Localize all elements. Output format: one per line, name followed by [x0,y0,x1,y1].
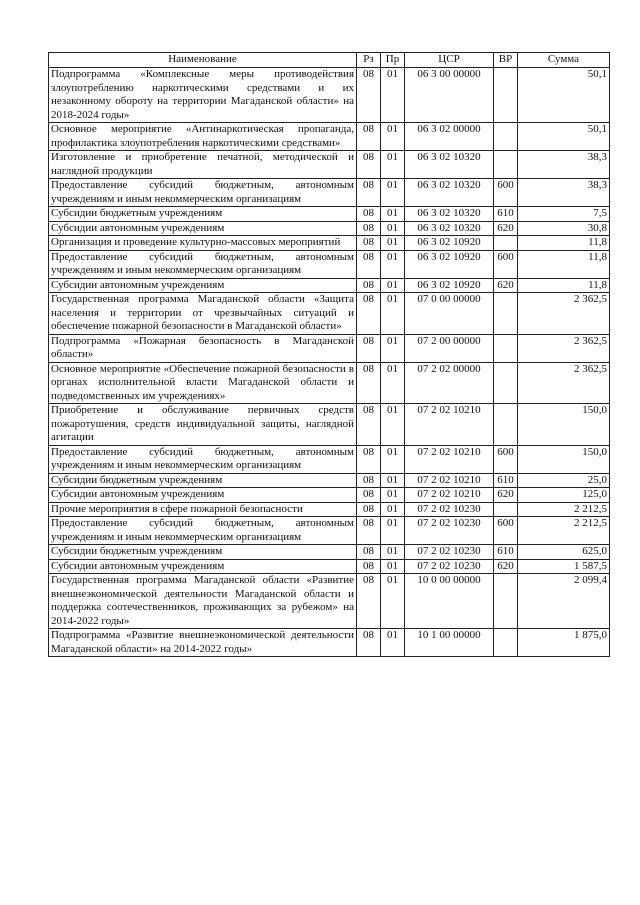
cell-rz: 08 [357,293,381,335]
table-row [49,473,610,488]
cell-sum: 25,0 [518,473,610,488]
cell-vr [494,151,518,179]
cell-csr: 06 3 02 10320 [405,151,494,179]
cell-name: Подпрограмма «Пожарная безопасность в Магаданской области» [49,334,357,362]
cell-name: Изготовление и приобретение печатной, методической и наглядной продукции [49,151,357,179]
cell-csr: 06 3 02 10920 [405,278,494,293]
cell-rz: 08 [357,559,381,574]
cell-pr: 01 [381,545,405,560]
cell-pr: 01 [381,445,405,473]
cell-sum: 2 212,5 [518,517,610,545]
cell-sum: 2 362,5 [518,334,610,362]
table-body [49,68,610,657]
cell-csr: 07 0 00 00000 [405,293,494,335]
cell-pr: 01 [381,221,405,236]
cell-pr: 01 [381,502,405,517]
cell-sum: 11,8 [518,278,610,293]
cell-name: Организация и проведение культурно-массовых мероприятий [49,236,357,251]
table-row [49,278,610,293]
table-row [49,445,610,473]
cell-csr: 07 2 02 10210 [405,445,494,473]
cell-sum: 2 099,4 [518,574,610,629]
cell-rz: 08 [357,473,381,488]
table-row [49,362,610,404]
cell-rz: 08 [357,151,381,179]
table-row [49,545,610,560]
cell-pr: 01 [381,236,405,251]
table-row [49,574,610,629]
cell-rz: 08 [357,207,381,222]
cell-sum: 30,8 [518,221,610,236]
cell-rz: 08 [357,517,381,545]
cell-name: Субсидии автономным учреждениям [49,278,357,293]
cell-csr: 07 2 02 10210 [405,404,494,446]
cell-pr: 01 [381,179,405,207]
cell-vr: 620 [494,559,518,574]
cell-pr: 01 [381,517,405,545]
table-row [49,250,610,278]
cell-name: Приобретение и обслуживание первичных средств пожаротушения, средств индивидуальной защиты, наглядной агитации [49,404,357,446]
cell-rz: 08 [357,68,381,123]
cell-name: Подпрограмма «Развитие внешнеэкономической деятельности Магаданской области» на 2014-2022 годы» [49,629,357,657]
cell-rz: 08 [357,445,381,473]
cell-sum: 150,0 [518,404,610,446]
cell-csr: 07 2 02 10210 [405,488,494,503]
cell-vr [494,502,518,517]
cell-pr: 01 [381,123,405,151]
cell-sum: 38,3 [518,179,610,207]
cell-csr: 06 3 02 00000 [405,123,494,151]
cell-vr: 600 [494,517,518,545]
cell-vr: 610 [494,473,518,488]
cell-pr: 01 [381,68,405,123]
table-header-row [49,53,610,68]
cell-csr: 06 3 00 00000 [405,68,494,123]
cell-vr: 600 [494,445,518,473]
cell-sum: 11,8 [518,250,610,278]
cell-csr: 07 2 02 10230 [405,517,494,545]
cell-vr [494,404,518,446]
cell-vr: 600 [494,250,518,278]
cell-pr: 01 [381,362,405,404]
cell-sum: 50,1 [518,68,610,123]
table-row [49,123,610,151]
cell-sum: 11,8 [518,236,610,251]
cell-pr: 01 [381,473,405,488]
cell-name: Основное мероприятие «Обеспечение пожарной безопасности в органах исполнительной власти Магаданской области и подведомственных им учреждениях» [49,362,357,404]
table-row [49,221,610,236]
table-row [49,517,610,545]
cell-rz: 08 [357,404,381,446]
cell-vr: 620 [494,221,518,236]
table-row [49,404,610,446]
cell-name: Субсидии автономным учреждениям [49,221,357,236]
cell-rz: 08 [357,488,381,503]
table-row [49,502,610,517]
cell-vr: 620 [494,488,518,503]
cell-vr: 600 [494,179,518,207]
cell-vr [494,574,518,629]
cell-pr: 01 [381,250,405,278]
header-csr: ЦСР [405,53,494,68]
cell-name: Предоставление субсидий бюджетным, автономным учреждениям и иным некоммерческим организациям [49,445,357,473]
cell-csr: 07 2 02 00000 [405,362,494,404]
cell-name: Основное мероприятие «Антинаркотическая пропаганда, профилактика злоупотребления наркотическими средствами» [49,123,357,151]
cell-pr: 01 [381,278,405,293]
cell-rz: 08 [357,179,381,207]
cell-sum: 2 362,5 [518,362,610,404]
cell-vr [494,334,518,362]
cell-pr: 01 [381,293,405,335]
cell-rz: 08 [357,123,381,151]
cell-pr: 01 [381,559,405,574]
cell-csr: 07 2 02 10210 [405,473,494,488]
cell-rz: 08 [357,236,381,251]
cell-sum: 1 587,5 [518,559,610,574]
cell-pr: 01 [381,151,405,179]
cell-vr [494,362,518,404]
table-row [49,236,610,251]
table-row [49,179,610,207]
cell-vr: 620 [494,278,518,293]
cell-sum: 50,1 [518,123,610,151]
cell-csr: 07 2 02 10230 [405,502,494,517]
table-row [49,68,610,123]
cell-rz: 08 [357,629,381,657]
cell-pr: 01 [381,404,405,446]
cell-sum: 125,0 [518,488,610,503]
cell-rz: 08 [357,278,381,293]
cell-csr: 07 2 02 10230 [405,545,494,560]
header-sum: Сумма [518,53,610,68]
cell-name: Предоставление субсидий бюджетным, автономным учреждениям и иным некоммерческим организациям [49,250,357,278]
cell-vr: 610 [494,545,518,560]
cell-name: Государственная программа Магаданской области «Развитие внешнеэкономической деятельности Магаданской области и поддержка соотечественников, проживающих за рубежом» на 2014-2022 годы» [49,574,357,629]
cell-sum: 38,3 [518,151,610,179]
cell-sum: 150,0 [518,445,610,473]
cell-name: Подпрограмма «Комплексные меры противодействия злоупотреблению наркотическими средствами и их незаконному обороту на территории Магаданской области» на 2018-2024 годы» [49,68,357,123]
cell-pr: 01 [381,488,405,503]
table-row [49,293,610,335]
table-row [49,629,610,657]
cell-pr: 01 [381,629,405,657]
table-row [49,488,610,503]
cell-pr: 01 [381,574,405,629]
cell-csr: 06 3 02 10320 [405,179,494,207]
cell-vr [494,629,518,657]
cell-name: Предоставление субсидий бюджетным, автономным учреждениям и иным некоммерческим организациям [49,179,357,207]
cell-rz: 08 [357,221,381,236]
cell-pr: 01 [381,207,405,222]
cell-sum: 2 362,5 [518,293,610,335]
cell-vr [494,123,518,151]
cell-sum: 1 875,0 [518,629,610,657]
cell-rz: 08 [357,574,381,629]
cell-csr: 10 0 00 00000 [405,574,494,629]
cell-name: Прочие мероприятия в сфере пожарной безопасности [49,502,357,517]
cell-csr: 06 3 02 10920 [405,250,494,278]
table-row [49,334,610,362]
header-pr: Пр [381,53,405,68]
cell-rz: 08 [357,250,381,278]
cell-vr: 610 [494,207,518,222]
cell-rz: 08 [357,362,381,404]
table-row [49,151,610,179]
cell-rz: 08 [357,334,381,362]
cell-name: Субсидии автономным учреждениям [49,559,357,574]
cell-vr [494,68,518,123]
cell-vr [494,236,518,251]
cell-csr: 06 3 02 10320 [405,221,494,236]
cell-pr: 01 [381,334,405,362]
cell-name: Субсидии бюджетным учреждениям [49,545,357,560]
cell-sum: 7,5 [518,207,610,222]
cell-csr: 07 2 02 10230 [405,559,494,574]
table-row [49,559,610,574]
cell-csr: 10 1 00 00000 [405,629,494,657]
cell-name: Субсидии автономным учреждениям [49,488,357,503]
cell-csr: 07 2 00 00000 [405,334,494,362]
cell-name: Государственная программа Магаданской области «Защита населения и территории от чрезвычайных ситуаций и обеспечение пожарной безопасности в Магаданской области» [49,293,357,335]
cell-name: Предоставление субсидий бюджетным, автономным учреждениям и иным некоммерческим организациям [49,517,357,545]
cell-sum: 2 212,5 [518,502,610,517]
header-name: Наименование [49,53,357,68]
cell-vr [494,293,518,335]
budget-table [48,52,610,657]
cell-name: Субсидии бюджетным учреждениям [49,207,357,222]
cell-rz: 08 [357,502,381,517]
table-row [49,207,610,222]
cell-csr: 06 3 02 10320 [405,207,494,222]
cell-name: Субсидии бюджетным учреждениям [49,473,357,488]
cell-sum: 625,0 [518,545,610,560]
cell-csr: 06 3 02 10920 [405,236,494,251]
header-vr: ВР [494,53,518,68]
cell-rz: 08 [357,545,381,560]
header-rz: Рз [357,53,381,68]
